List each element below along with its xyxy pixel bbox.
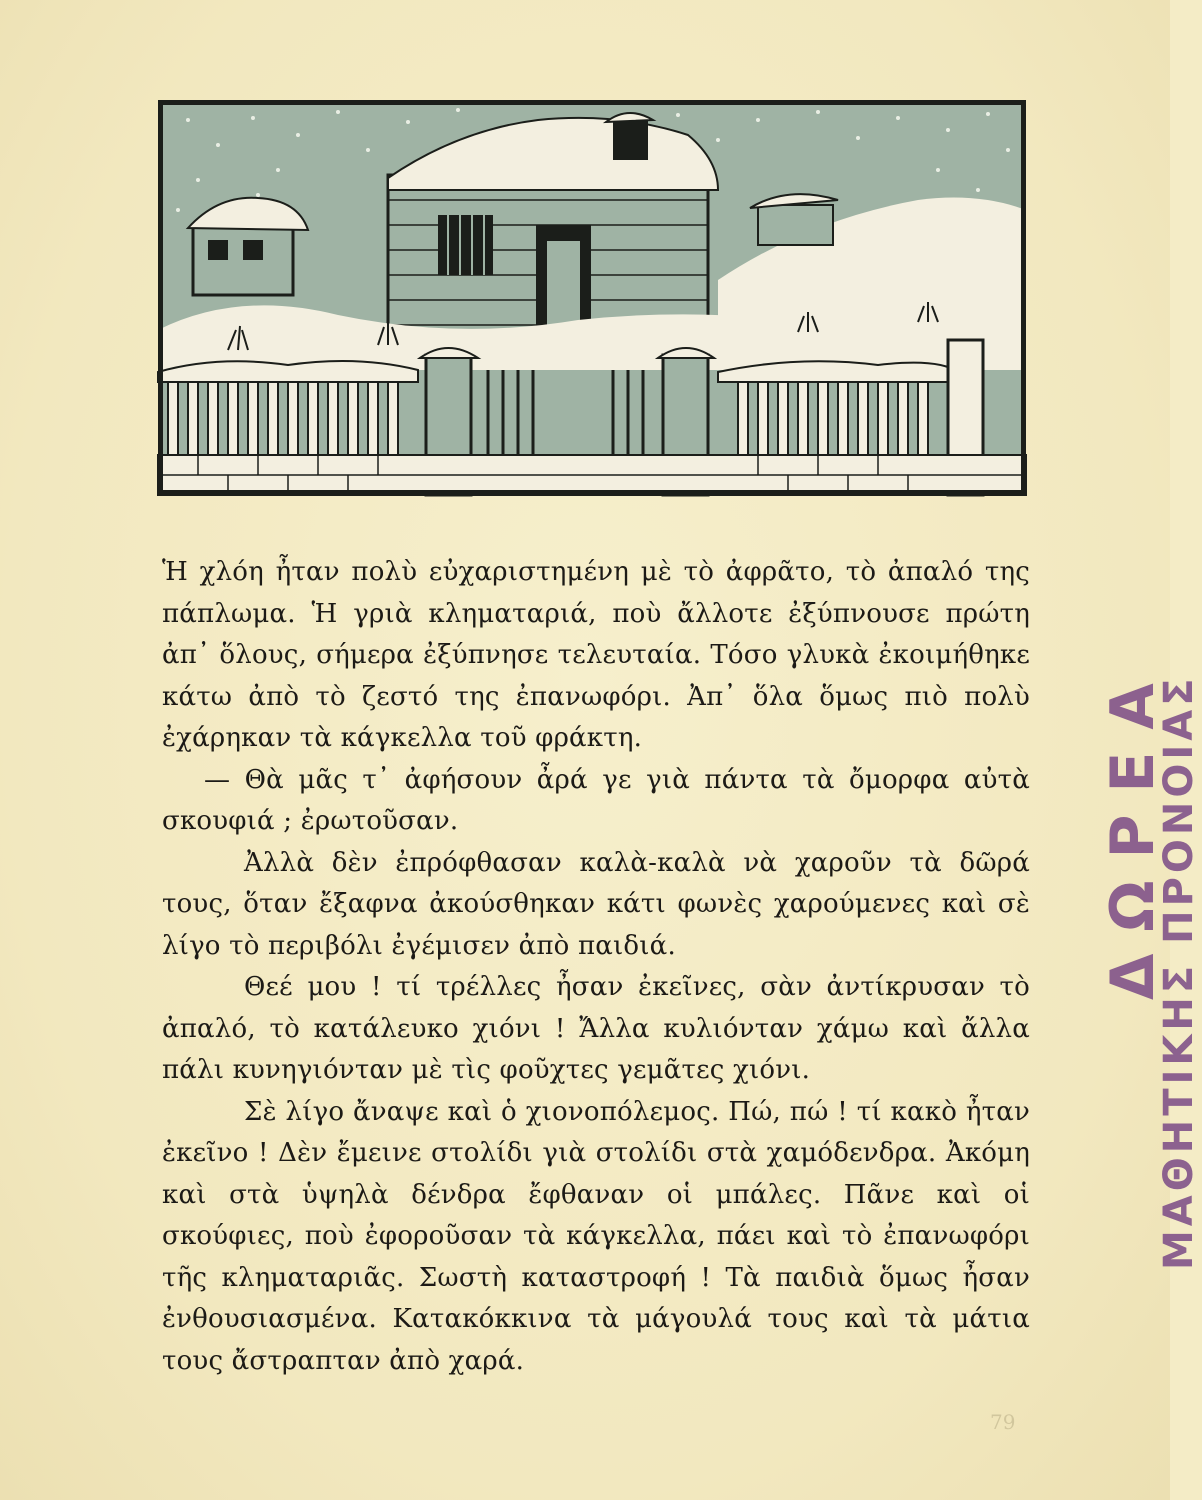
stamp-line-2: ΜΑΘΗΤΙΚΗΣ ΠΡΟΝΟΙΑΣ [1156, 674, 1202, 1270]
donation-stamp [1098, 440, 1202, 1270]
paragraph-5: Σὲ λίγο ἄναψε καὶ ὁ χιονοπόλεμος. Πώ, πώ ! τί κακὸ ἦταν ἐκεῖνο ! Δὲν ἔμεινε στολίδι γιὰ στολίδι στὰ χαμόδενδρα. Ἀκόμη καὶ στὰ ὑψηλὰ δένδρα ἔφθαναν οἱ μπάλες. Πᾶνε καὶ οἱ σκούφιες, ποὺ ἐφοροῦσαν τὰ κάγκελλα, πάει καὶ τὸ ἐπανωφόρι τῆς κληματαριᾶς. Σωστὴ καταστροφή ! Τὰ παιδιὰ ὅμως ἦσαν ἐνθουσιασμένα. Κατακόκκινα τὰ μάγουλά τους καὶ τὰ μάτια τους ἄστραπταν ἀπὸ χαρά. [162, 1096, 1030, 1376]
paragraph-2: — Θὰ μᾶς τ᾽ ἀφήσουν ἆρά γε γιὰ πάντα τὰ ὄμορφα αὐτὰ σκουφιά ; ἐρωτοῦσαν. [162, 764, 1030, 836]
story-text [162, 552, 1030, 1382]
page-number: 79 [990, 1410, 1016, 1434]
woodcut-illustration [158, 100, 1026, 495]
paragraph-1: Ἡ χλόη ἦταν πολὺ εὐχαριστημένη μὲ τὸ ἀφρᾶτο, τὸ ἀπαλό της πάπλωμα. Ἡ γριὰ κληματαριά, ποὺ ἄλλοτε ἐξύπνουσε πρώτη ἀπ᾽ ὅλους, σήμερα ἐξύπνησε τελευταία. Τόσο γλυκὰ ἐκοιμήθηκε κάτω ἀπὸ τὸ ζεστό της ἐπανωφόρι. Ἀπ᾽ ὅλα ὅμως πιὸ πολὺ ἐχάρηκαν τὰ κάγκελλα τοῦ φράκτη. [162, 557, 1030, 753]
paragraph-3: Ἀλλὰ δὲν ἐπρόφθασαν καλὰ-καλὰ νὰ χαροῦν τὰ δῶρά τους, ὅταν ἔξαφνα ἀκούσθηκαν κάτι φωνὲς χαρούμενες καὶ σὲ λίγο τὸ περιβόλι ἐγέμισεν ἀπὸ παιδιά. [162, 847, 1030, 961]
stamp-line-1: ΔΩΡΕΑ [1098, 661, 1168, 1000]
paragraph-4: Θεέ μου ! τί τρέλλες ἦσαν ἐκεῖνες, σὰν ἀντίκρυσαν τὸ ἀπαλό, τὸ κατάλευκο χιόνι ! Ἄλλα κυλιόνταν χάμω καὶ ἄλλα πάλι κυνηγιόνταν μὲ τὶς φοῦχτες γεμᾶτες χιόνι. [162, 972, 1030, 1085]
